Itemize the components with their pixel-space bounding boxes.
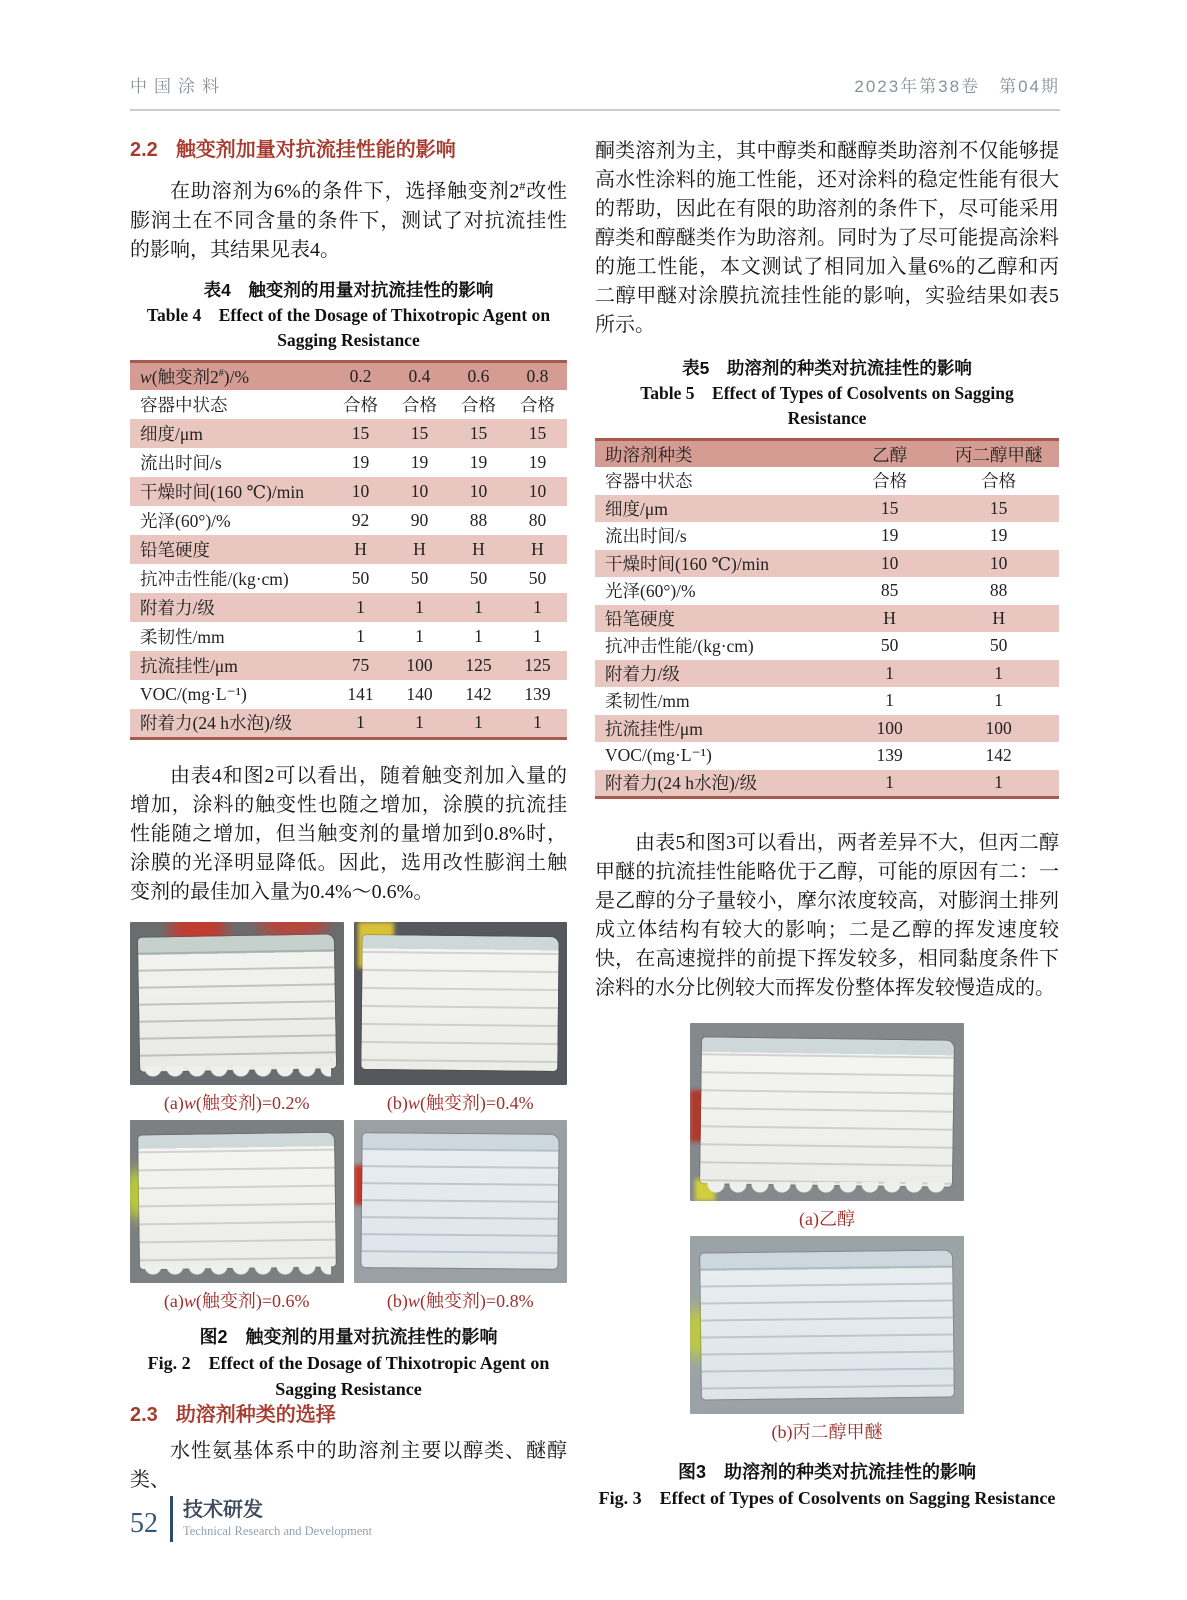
figure2-item-c xyxy=(130,1120,344,1314)
cell-value: 合格 xyxy=(519,395,555,416)
cell-value: 50 xyxy=(880,635,899,656)
figure2-photo-c xyxy=(130,1120,344,1283)
cell-value: 85 xyxy=(880,580,899,601)
cell-value: 1 xyxy=(994,662,1004,683)
cell-value: 合格 xyxy=(981,471,1017,492)
cell-value: 92 xyxy=(351,510,370,531)
cell-value: 19 xyxy=(989,525,1008,546)
table-row xyxy=(130,390,567,419)
page-footer xyxy=(130,1496,372,1542)
caption-text: (触变剂)=0.8% xyxy=(419,1290,534,1311)
figure3-caption-cn: 图3 助溶剂的种类对抗流挂性的影响 xyxy=(677,1461,976,1482)
section-heading-2-2 xyxy=(130,137,567,163)
cell-value: 0.6 xyxy=(467,365,490,386)
table-row xyxy=(595,742,1059,770)
figure2-item-d xyxy=(354,1120,568,1314)
cell-value: 10 xyxy=(469,481,488,502)
figure2-photo-d xyxy=(354,1120,568,1283)
paragraph-cosolvent-intro: 水性氨基体系中的助溶剂主要以醇类、醚醇类、 xyxy=(130,1439,567,1491)
table4-header-row xyxy=(130,361,567,390)
figure2-caption-cn: 图2 触变剂的用量对抗流挂性的影响 xyxy=(199,1326,498,1347)
table4-caption-en-line1: Table 4 Effect of the Dosage of Thixotropic Agent on xyxy=(146,304,551,325)
table-row xyxy=(595,522,1059,550)
table-row xyxy=(595,770,1059,798)
row-label: 流出时间/s xyxy=(605,526,687,547)
cell-value: 15 xyxy=(469,423,488,444)
cell-value: 50 xyxy=(989,635,1008,656)
row-label: 容器中状态 xyxy=(605,471,693,492)
figure2-item-b xyxy=(354,922,568,1116)
cell-value: 合格 xyxy=(872,471,908,492)
caption-italic-w: w xyxy=(407,1092,420,1113)
figure2-photo-a xyxy=(130,922,344,1085)
row-label: 光泽(60°)/% xyxy=(605,581,696,602)
footer-section xyxy=(183,1498,372,1540)
footer-section-cn: 技术研发 xyxy=(183,1499,263,1521)
table-row xyxy=(130,593,567,622)
caption-text: (b) xyxy=(386,1092,408,1113)
caption-italic-w: w xyxy=(183,1092,196,1113)
issue-info: 2023年第38卷 第04期 xyxy=(854,77,1060,96)
table-row xyxy=(595,605,1059,633)
cell-value: 1 xyxy=(356,597,365,618)
figure2-caption-c xyxy=(130,1288,344,1314)
cell-value: H xyxy=(883,607,896,628)
cell-value: 0.4 xyxy=(408,365,431,386)
row-label: VOC/(mg·L⁻¹) xyxy=(605,745,712,766)
table5-caption-en xyxy=(595,381,1059,431)
section-number: 2.3 xyxy=(130,1403,158,1426)
cell-value: 50 xyxy=(469,568,488,589)
cell-value: 100 xyxy=(876,717,903,738)
cell-value: 125 xyxy=(465,655,492,676)
row-label: 附着力(24 h水泡)/级 xyxy=(605,773,758,793)
cell-value: 88 xyxy=(469,510,488,531)
table-row xyxy=(595,577,1059,605)
cell-value: 15 xyxy=(880,497,899,518)
table-row xyxy=(130,506,567,535)
row-label: 抗流挂性/μm xyxy=(140,656,238,677)
cell-value: 90 xyxy=(410,510,429,531)
caption-italic-w: w xyxy=(407,1290,420,1311)
cell-value: 10 xyxy=(351,481,370,502)
cell-value: 合格 xyxy=(460,395,496,416)
table-row xyxy=(595,550,1059,578)
italic-w: w xyxy=(140,366,152,387)
caption-italic-w: w xyxy=(183,1290,196,1311)
figure3-caption-b: (b)丙二醇甲醚 xyxy=(771,1421,883,1442)
figure2-photo-b xyxy=(354,922,568,1085)
cell-value: 142 xyxy=(985,745,1012,766)
caption-text: (a) xyxy=(163,1092,184,1113)
table-row xyxy=(130,709,567,738)
caption-text: (触变剂)=0.6% xyxy=(195,1290,310,1311)
cell-value: 1 xyxy=(474,712,483,733)
cell-value: 19 xyxy=(410,452,429,473)
row-label: 抗流挂性/μm xyxy=(605,718,703,739)
cell-value: 10 xyxy=(528,481,547,502)
cell-value: 0.8 xyxy=(526,365,549,386)
table-row xyxy=(595,467,1059,495)
paragraph-table5-analysis: 由表5和图3可以看出，两者差异不大，但丙二醇甲醚的抗流挂性能略优于乙醇，可能的原因有二：一是乙醇的分子量较小，摩尔浓度较高，对膨润土排列成立体结构有较大的影响；二是乙醇的挥发速度较快，在高速搅拌的前提下挥发较多，相同黏度条件下涂料的水分比例较大而挥发份整体挥发较慢造成的。 xyxy=(595,831,1059,999)
table-row xyxy=(595,687,1059,715)
caption-text: (触变剂)=0.4% xyxy=(419,1092,534,1113)
cell-value: H xyxy=(413,539,426,560)
figure3-item-b xyxy=(595,1236,1059,1445)
figure2-grid xyxy=(130,922,567,1314)
cell-value: 乙醇 xyxy=(872,444,908,465)
cell-value: 0.2 xyxy=(349,365,372,386)
label-text: )/% xyxy=(223,366,250,387)
right-column xyxy=(595,137,1059,1511)
section-title: 助溶剂种类的选择 xyxy=(175,1403,336,1426)
row-label: 附着力(24 h水泡)/级 xyxy=(140,713,293,734)
table5-caption-en-line2: Resistance xyxy=(787,408,867,428)
table4 xyxy=(130,360,567,740)
cell-value: 1 xyxy=(533,712,542,733)
cell-value: 50 xyxy=(410,568,429,589)
table4-caption-cn: 表4 触变剂的用量对抗流挂性的影响 xyxy=(203,279,494,300)
cell-value: 1 xyxy=(533,597,542,618)
row-label: 细度/μm xyxy=(605,498,668,519)
table-row xyxy=(130,651,567,680)
cell-value: H xyxy=(992,607,1005,628)
table-row xyxy=(130,419,567,448)
section-title: 触变剂加量对抗流挂性能的影响 xyxy=(175,139,456,161)
row-label: 附着力/级 xyxy=(605,663,680,684)
section-number: 2.2 xyxy=(130,139,158,161)
cell-value: 1 xyxy=(356,712,365,733)
paragraph-cosolvent-continued: 酮类溶剂为主，其中醇类和醚醇类助溶剂不仅能够提高水性涂料的施工性能，还对涂料的稳定性能有很大的帮助，因此在有限的助溶剂的条件下，尽可能采用醇类和醇醚类作为助溶剂。同时为了尽可能提高涂料的施工性能，本文测试了相同加入量6%的乙醇和丙二醇甲醚对涂膜抗流挂性能的影响，实验结果如表5所示。 xyxy=(595,140,1059,336)
figure2-caption-d xyxy=(354,1288,568,1314)
page-body xyxy=(0,111,1187,1511)
cell-value: 88 xyxy=(989,580,1008,601)
cell-value: 1 xyxy=(885,662,894,683)
cell-value: 141 xyxy=(347,684,374,705)
table4-caption-en-line2: Sagging Resistance xyxy=(277,329,420,350)
table-row xyxy=(130,564,567,593)
cell-value: 15 xyxy=(351,423,370,444)
cell-value: 1 xyxy=(994,772,1004,792)
label-text: (触变剂2 xyxy=(151,366,219,387)
row-label: 铅笔硬度 xyxy=(140,540,210,561)
paragraph-text: 在助溶剂为6%的条件下，选择触变剂2 xyxy=(170,180,520,203)
cell-value: 15 xyxy=(410,423,429,444)
paragraph-thixotropic-intro xyxy=(130,172,567,265)
footer-divider xyxy=(170,1496,173,1542)
row-label: 细度/μm xyxy=(140,424,203,445)
table4-caption-en xyxy=(130,303,567,353)
caption-text: (b) xyxy=(386,1290,408,1311)
figure2-caption-en-line2: Sagging Resistance xyxy=(275,1378,422,1399)
figure2-caption-b xyxy=(354,1090,568,1116)
cell-value: 合格 xyxy=(343,395,378,416)
paragraph-text: 改性膨润土在不同含量的条件下，测试了对抗流挂性的影响，其结果见表4。 xyxy=(130,180,567,261)
table-row xyxy=(130,477,567,506)
row-label: 干燥时间(160 ℃)/min xyxy=(140,482,304,503)
cell-value: 1 xyxy=(415,626,424,647)
figure3-photo-b xyxy=(690,1236,964,1414)
row-label: 光泽(60°)/% xyxy=(140,511,231,532)
table5 xyxy=(595,438,1059,799)
table5-caption-cn: 表5 助溶剂的种类对抗流挂性的影响 xyxy=(682,358,972,378)
cell-value: 100 xyxy=(406,655,433,676)
cell-value: 50 xyxy=(528,568,547,589)
superscript: # xyxy=(519,179,526,193)
table-row xyxy=(595,632,1059,660)
cell-value: 140 xyxy=(406,684,433,705)
row-label: 干燥时间(160 ℃)/min xyxy=(605,553,769,574)
row-label: 流出时间/s xyxy=(140,453,222,474)
cell-value: H xyxy=(472,539,485,560)
figure3-item-a xyxy=(595,1023,1059,1232)
cell-value: 75 xyxy=(351,655,370,676)
paragraph-table4-analysis: 由表4和图2可以看出，随着触变剂加入量的增加，涂料的触变性也随之增加，涂膜的抗流挂性能随之增加，但当触变剂的量增加到0.8%时，涂膜的光泽明显降低。因此，选用改性膨润土触变剂的最佳加入量为0.4%～0.6%。 xyxy=(130,764,567,903)
cell-value: 50 xyxy=(351,568,370,589)
cell-value: H xyxy=(531,539,544,560)
figure3-caption-a: (a)乙醇 xyxy=(799,1208,855,1229)
figure3-caption-en: Fig. 3 Effect of Types of Cosolvents on Sagging Resistance xyxy=(598,1487,1056,1508)
table-row xyxy=(130,448,567,477)
figure2-caption-en xyxy=(130,1350,567,1402)
table-row xyxy=(130,535,567,564)
cell-value: 100 xyxy=(985,717,1012,738)
cell-value: 142 xyxy=(465,684,492,705)
row-label: 助溶剂种类 xyxy=(605,444,693,465)
cell-value: 丙二醇甲醚 xyxy=(954,444,1043,465)
row-label: VOC/(mg·L⁻¹) xyxy=(140,684,247,705)
cell-value: 1 xyxy=(415,712,424,733)
journal-name: 中国涂料 xyxy=(130,77,226,96)
cell-value: 1 xyxy=(885,690,894,711)
cell-value: H xyxy=(354,539,367,560)
figure2-caption-a xyxy=(130,1090,344,1116)
cell-value: 10 xyxy=(880,552,899,573)
cell-value: 1 xyxy=(415,597,424,618)
page-number: 52 xyxy=(130,1508,158,1539)
cell-value: 10 xyxy=(410,481,429,502)
cell-value: 19 xyxy=(880,525,899,546)
row-label: 抗冲击性能/(kg·cm) xyxy=(140,569,289,590)
cell-value: 15 xyxy=(528,423,547,444)
table-row xyxy=(130,622,567,651)
figure2-caption-en-line1: Fig. 2 Effect of the Dosage of Thixotropic Agent on xyxy=(147,1352,550,1373)
row-label: 容器中状态 xyxy=(140,395,228,416)
cell-value: 15 xyxy=(989,497,1008,518)
cell-value: 19 xyxy=(469,452,488,473)
section-heading-2-3 xyxy=(130,1402,567,1428)
cell-value: 139 xyxy=(524,684,551,705)
table-row xyxy=(130,680,567,709)
cell-value: 19 xyxy=(351,452,370,473)
table5-caption-en-line1: Table 5 Effect of Types of Cosolvents on Sagging xyxy=(640,383,1014,403)
cell-value: 1 xyxy=(474,626,483,647)
table5-header-row xyxy=(595,440,1059,468)
row-label: 柔韧性/mm xyxy=(605,691,690,712)
footer-section-en: Technical Research and Development xyxy=(183,1524,372,1538)
figure3-photo-a xyxy=(690,1023,964,1201)
table-row xyxy=(595,495,1059,523)
row-label: 柔韧性/mm xyxy=(140,627,225,648)
cell-value: 1 xyxy=(533,626,542,647)
caption-text: (触变剂)=0.2% xyxy=(195,1092,310,1113)
cell-value: 125 xyxy=(524,655,551,676)
left-column xyxy=(130,137,567,1511)
cell-value: 80 xyxy=(528,510,547,531)
page-header xyxy=(130,0,1060,111)
cell-value: 合格 xyxy=(401,395,437,416)
cell-value: 139 xyxy=(876,745,903,766)
cell-value: 1 xyxy=(885,772,894,792)
figure2-item-a xyxy=(130,922,344,1116)
cell-value: 19 xyxy=(528,452,547,473)
caption-text: (a) xyxy=(163,1290,184,1311)
cell-value: 1 xyxy=(356,626,365,647)
row-label: 附着力/级 xyxy=(140,598,215,619)
row-label: 铅笔硬度 xyxy=(605,608,675,629)
table-row xyxy=(595,660,1059,688)
table-row xyxy=(595,715,1059,743)
cell-value: 1 xyxy=(474,597,483,618)
row-label xyxy=(130,361,331,390)
cell-value: 1 xyxy=(994,690,1004,711)
superscript: # xyxy=(218,368,224,380)
row-label: 抗冲击性能/(kg·cm) xyxy=(605,636,754,657)
cell-value: 10 xyxy=(989,552,1008,573)
